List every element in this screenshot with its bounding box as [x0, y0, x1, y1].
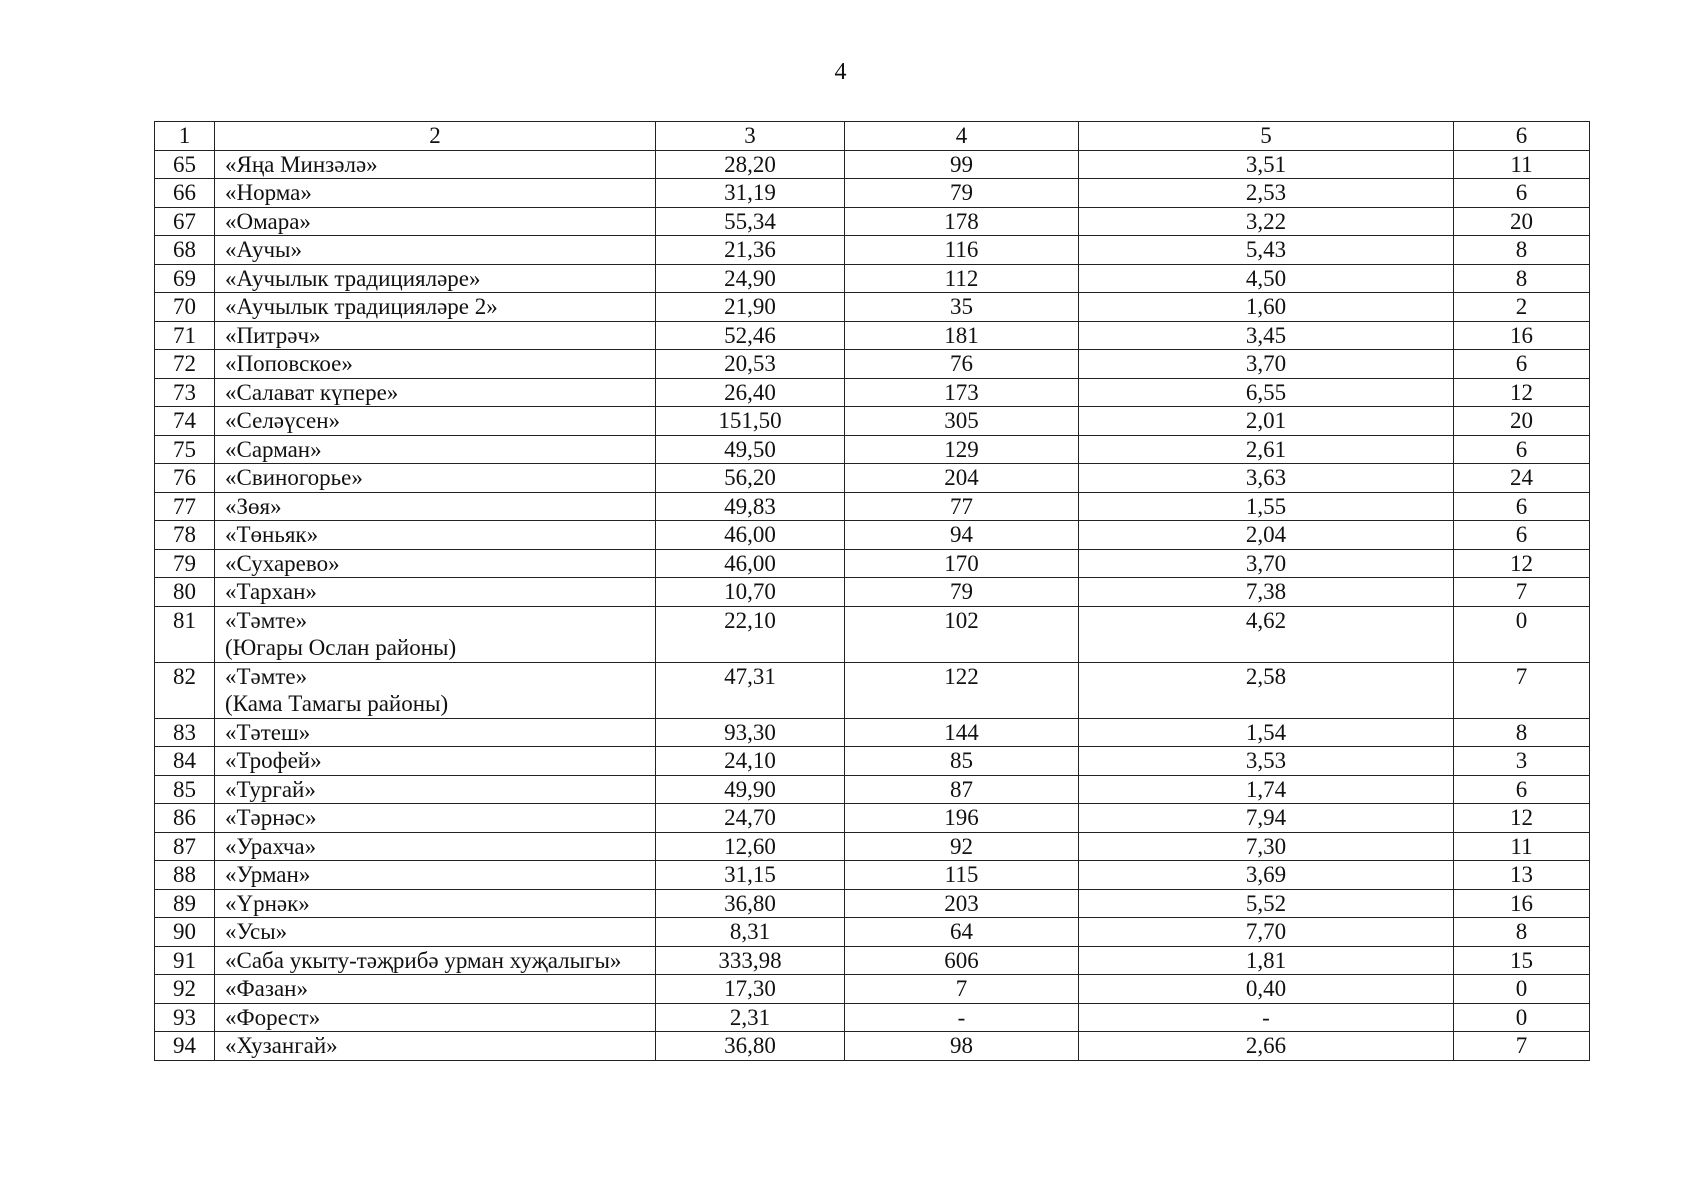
table-row [155, 918, 1590, 947]
name-cell [215, 492, 656, 521]
column-6-cell: 8 [1454, 918, 1590, 947]
column-6-cell: 6 [1454, 521, 1590, 550]
name-cell [215, 150, 656, 179]
name-cell [215, 861, 656, 890]
table-row [155, 150, 1590, 179]
column-6-cell: 0 [1454, 1003, 1590, 1032]
name-cell [215, 578, 656, 607]
table-row [155, 521, 1590, 550]
row-number-cell: 87 [155, 832, 215, 861]
table-row [155, 549, 1590, 578]
row-number-cell: 88 [155, 861, 215, 890]
column-4-cell: 203 [845, 889, 1079, 918]
column-number-cell: 6 [1454, 122, 1590, 151]
column-3-cell: 46,00 [656, 549, 845, 578]
column-3-cell: 22,10 [656, 606, 845, 662]
column-4-cell: 204 [845, 464, 1079, 493]
row-number-cell: 91 [155, 946, 215, 975]
column-number-cell: 2 [215, 122, 656, 151]
row-number-cell: 67 [155, 207, 215, 236]
ground-name: «Фазан» [225, 976, 308, 1001]
table-row [155, 889, 1590, 918]
column-4-cell: 35 [845, 293, 1079, 322]
column-4-cell: 79 [845, 578, 1079, 607]
column-6-cell: 7 [1454, 662, 1590, 718]
column-3-cell: 12,60 [656, 832, 845, 861]
column-6-cell: 8 [1454, 718, 1590, 747]
column-5-cell: 1,81 [1079, 946, 1454, 975]
column-6-cell: 7 [1454, 578, 1590, 607]
row-number-cell: 90 [155, 918, 215, 947]
ground-name: «Омара» [225, 208, 311, 234]
column-5-cell: 3,53 [1079, 747, 1454, 776]
name-cell [215, 435, 656, 464]
column-6-cell: 24 [1454, 464, 1590, 493]
row-number-cell: 72 [155, 350, 215, 379]
name-cell [215, 662, 656, 718]
column-number-cell: 3 [656, 122, 845, 151]
hunting-grounds-table [154, 121, 1590, 1061]
name-cell [215, 264, 656, 293]
column-6-cell: 6 [1454, 350, 1590, 379]
name-cell [215, 207, 656, 236]
column-6-cell: 8 [1454, 236, 1590, 265]
column-6-cell: 12 [1454, 804, 1590, 833]
column-4-cell: 178 [845, 207, 1079, 236]
name-cell [215, 975, 656, 1004]
column-3-cell: 2,31 [656, 1003, 845, 1032]
column-4-cell: 77 [845, 492, 1079, 521]
row-number-cell: 82 [155, 662, 215, 718]
row-number-cell: 68 [155, 236, 215, 265]
column-6-cell: 20 [1454, 407, 1590, 436]
column-4-cell: 79 [845, 179, 1079, 208]
row-number-cell: 80 [155, 578, 215, 607]
column-5-cell: 3,69 [1079, 861, 1454, 890]
column-5-cell: 5,52 [1079, 889, 1454, 918]
column-3-cell: 24,90 [656, 264, 845, 293]
ground-name: «Саба укыту-тәҗрибә урман хуҗалыгы» [225, 947, 622, 973]
column-3-cell: 21,36 [656, 236, 845, 265]
ground-name: «Селәүсен» [225, 408, 341, 433]
table-row [155, 606, 1590, 662]
column-4-cell: 173 [845, 378, 1079, 407]
row-number-cell: 85 [155, 775, 215, 804]
table-row [155, 264, 1590, 293]
column-3-cell: 36,80 [656, 889, 845, 918]
ground-name: «Тәмте» [225, 663, 308, 689]
ground-name: «Тәтеш» [225, 719, 311, 745]
column-3-cell: 49,83 [656, 492, 845, 521]
ground-name: «Норма» [225, 180, 312, 205]
ground-name: «Сухарево» [225, 550, 340, 576]
row-number-cell: 69 [155, 264, 215, 293]
table-row [155, 832, 1590, 861]
column-5-cell: 3,70 [1079, 549, 1454, 578]
name-cell [215, 918, 656, 947]
table-row [155, 861, 1590, 890]
column-4-cell: 170 [845, 549, 1079, 578]
column-5-cell: 2,04 [1079, 521, 1454, 550]
column-4-cell: 305 [845, 407, 1079, 436]
name-cell [215, 179, 656, 208]
ground-name: «Сарман» [225, 436, 322, 462]
column-6-cell: 6 [1454, 775, 1590, 804]
table-row [155, 321, 1590, 350]
row-number-cell: 84 [155, 747, 215, 776]
column-4-cell: 76 [845, 350, 1079, 379]
ground-name: «Форест» [225, 1004, 321, 1030]
column-3-cell: 24,70 [656, 804, 845, 833]
column-3-cell: 21,90 [656, 293, 845, 322]
table-row [155, 207, 1590, 236]
table-row [155, 1003, 1590, 1032]
column-5-cell: 7,30 [1079, 832, 1454, 861]
name-cell [215, 747, 656, 776]
ground-name: «Тәрнәс» [225, 805, 317, 830]
row-number-cell: 78 [155, 521, 215, 550]
name-cell [215, 321, 656, 350]
table-row [155, 804, 1590, 833]
name-cell [215, 350, 656, 379]
table-row [155, 407, 1590, 436]
row-number-cell: 65 [155, 150, 215, 179]
column-4-cell: - [845, 1003, 1079, 1032]
name-cell [215, 804, 656, 833]
ground-name: «Поповское» [225, 351, 353, 376]
name-cell [215, 606, 656, 662]
row-number-cell: 93 [155, 1003, 215, 1032]
column-4-cell: 98 [845, 1032, 1079, 1061]
column-6-cell: 11 [1454, 150, 1590, 179]
column-5-cell: 1,74 [1079, 775, 1454, 804]
name-cell [215, 1003, 656, 1032]
column-6-cell: 15 [1454, 946, 1590, 975]
ground-name: «Урман» [225, 862, 311, 887]
ground-name: «Трофей» [225, 748, 322, 773]
ground-name: «Төньяк» [225, 522, 319, 547]
ground-name: «Свиногорье» [225, 465, 363, 490]
column-6-cell: 13 [1454, 861, 1590, 890]
row-number-cell: 89 [155, 889, 215, 918]
column-4-cell: 94 [845, 521, 1079, 550]
column-3-cell: 8,31 [656, 918, 845, 947]
column-3-cell: 31,15 [656, 861, 845, 890]
column-3-cell: 28,20 [656, 150, 845, 179]
name-cell [215, 718, 656, 747]
row-number-cell: 86 [155, 804, 215, 833]
name-cell [215, 889, 656, 918]
row-number-cell: 70 [155, 293, 215, 322]
column-4-cell: 115 [845, 861, 1079, 890]
column-5-cell: 3,70 [1079, 350, 1454, 379]
column-3-cell: 49,90 [656, 775, 845, 804]
ground-name: «Тархан» [225, 579, 317, 604]
ground-name: «Аучылык традицияләре» [225, 265, 481, 291]
column-5-cell: 2,01 [1079, 407, 1454, 436]
column-3-cell: 31,19 [656, 179, 845, 208]
column-6-cell: 8 [1454, 264, 1590, 293]
table-row [155, 1032, 1590, 1061]
column-5-cell: 2,53 [1079, 179, 1454, 208]
column-6-cell: 20 [1454, 207, 1590, 236]
ground-name: «Зөя» [225, 493, 282, 519]
row-number-cell: 75 [155, 435, 215, 464]
column-number-row [155, 122, 1590, 151]
column-5-cell: 1,55 [1079, 492, 1454, 521]
column-5-cell: 2,66 [1079, 1032, 1454, 1061]
column-3-cell: 46,00 [656, 521, 845, 550]
column-6-cell: 12 [1454, 378, 1590, 407]
row-number-cell: 71 [155, 321, 215, 350]
column-5-cell: 2,58 [1079, 662, 1454, 718]
column-4-cell: 64 [845, 918, 1079, 947]
column-3-cell: 93,30 [656, 718, 845, 747]
column-3-cell: 333,98 [656, 946, 845, 975]
column-4-cell: 196 [845, 804, 1079, 833]
row-number-cell: 83 [155, 718, 215, 747]
column-4-cell: 606 [845, 946, 1079, 975]
column-3-cell: 55,34 [656, 207, 845, 236]
column-6-cell: 7 [1454, 1032, 1590, 1061]
column-5-cell: 1,54 [1079, 718, 1454, 747]
ground-name: «Урахча» [225, 833, 317, 859]
name-cell [215, 236, 656, 265]
ground-name: «Хузангай» [225, 1033, 338, 1058]
name-cell [215, 407, 656, 436]
column-3-cell: 52,46 [656, 321, 845, 350]
column-5-cell: 7,38 [1079, 578, 1454, 607]
column-4-cell: 7 [845, 975, 1079, 1004]
column-number-cell: 4 [845, 122, 1079, 151]
column-4-cell: 122 [845, 662, 1079, 718]
column-3-cell: 151,50 [656, 407, 845, 436]
row-number-cell: 74 [155, 407, 215, 436]
table-row [155, 350, 1590, 379]
table-row [155, 378, 1590, 407]
row-number-cell: 66 [155, 179, 215, 208]
table-row [155, 492, 1590, 521]
ground-name: «Тәмте» [225, 607, 308, 633]
column-6-cell: 0 [1454, 975, 1590, 1004]
column-3-cell: 26,40 [656, 378, 845, 407]
column-5-cell: 4,62 [1079, 606, 1454, 662]
column-6-cell: 0 [1454, 606, 1590, 662]
column-4-cell: 116 [845, 236, 1079, 265]
column-5-cell: 3,63 [1079, 464, 1454, 493]
column-5-cell: 6,55 [1079, 378, 1454, 407]
column-3-cell: 36,80 [656, 1032, 845, 1061]
table-row [155, 179, 1590, 208]
column-number-cell: 1 [155, 122, 215, 151]
column-3-cell: 20,53 [656, 350, 845, 379]
column-4-cell: 144 [845, 718, 1079, 747]
column-5-cell: 7,94 [1079, 804, 1454, 833]
table-row [155, 236, 1590, 265]
row-number-cell: 92 [155, 975, 215, 1004]
ground-name: «Үрнәк» [225, 890, 310, 916]
column-5-cell: 1,60 [1079, 293, 1454, 322]
table-row [155, 946, 1590, 975]
column-6-cell: 16 [1454, 889, 1590, 918]
ground-district: (Югары Ослан районы) [225, 635, 457, 660]
name-cell [215, 775, 656, 804]
row-number-cell: 76 [155, 464, 215, 493]
name-cell [215, 464, 656, 493]
column-5-cell: 3,22 [1079, 207, 1454, 236]
table-body [155, 122, 1590, 1061]
table-row [155, 435, 1590, 464]
column-5-cell: 3,45 [1079, 321, 1454, 350]
column-4-cell: 181 [845, 321, 1079, 350]
name-cell [215, 293, 656, 322]
ground-name: «Питрәч» [225, 322, 321, 348]
column-4-cell: 85 [845, 747, 1079, 776]
table-row [155, 464, 1590, 493]
table-row [155, 578, 1590, 607]
column-6-cell: 12 [1454, 549, 1590, 578]
column-3-cell: 24,10 [656, 747, 845, 776]
table-row [155, 662, 1590, 718]
column-4-cell: 87 [845, 775, 1079, 804]
table-row [155, 975, 1590, 1004]
column-number-cell: 5 [1079, 122, 1454, 151]
name-cell [215, 521, 656, 550]
column-4-cell: 112 [845, 264, 1079, 293]
row-number-cell: 73 [155, 378, 215, 407]
name-cell [215, 549, 656, 578]
column-6-cell: 6 [1454, 435, 1590, 464]
column-6-cell: 16 [1454, 321, 1590, 350]
row-number-cell: 81 [155, 606, 215, 662]
ground-district: (Кама Тамагы районы) [225, 691, 449, 716]
ground-name: «Салават күпере» [225, 379, 399, 405]
column-5-cell: 3,51 [1079, 150, 1454, 179]
column-3-cell: 47,31 [656, 662, 845, 718]
table-row [155, 718, 1590, 747]
table-row [155, 293, 1590, 322]
table-row [155, 747, 1590, 776]
name-cell [215, 946, 656, 975]
name-cell [215, 832, 656, 861]
ground-name: «Аучылык традицияләре 2» [225, 294, 498, 319]
column-5-cell: 4,50 [1079, 264, 1454, 293]
row-number-cell: 94 [155, 1032, 215, 1061]
column-5-cell: 5,43 [1079, 236, 1454, 265]
column-6-cell: 3 [1454, 747, 1590, 776]
ground-name: «Тургай» [225, 776, 316, 802]
column-4-cell: 129 [845, 435, 1079, 464]
page-number: 4 [834, 59, 847, 85]
row-number-cell: 79 [155, 549, 215, 578]
column-5-cell: 7,70 [1079, 918, 1454, 947]
column-4-cell: 102 [845, 606, 1079, 662]
column-6-cell: 11 [1454, 832, 1590, 861]
column-5-cell: 2,61 [1079, 435, 1454, 464]
column-3-cell: 56,20 [656, 464, 845, 493]
column-4-cell: 92 [845, 832, 1079, 861]
column-5-cell: 0,40 [1079, 975, 1454, 1004]
ground-name: «Аучы» [225, 237, 302, 262]
ground-name: «Яңа Минзәлә» [225, 151, 378, 177]
column-4-cell: 99 [845, 150, 1079, 179]
column-5-cell: - [1079, 1003, 1454, 1032]
row-number-cell: 77 [155, 492, 215, 521]
name-cell [215, 378, 656, 407]
column-3-cell: 17,30 [656, 975, 845, 1004]
column-3-cell: 10,70 [656, 578, 845, 607]
column-6-cell: 2 [1454, 293, 1590, 322]
column-6-cell: 6 [1454, 492, 1590, 521]
column-3-cell: 49,50 [656, 435, 845, 464]
name-cell [215, 1032, 656, 1061]
table-row [155, 775, 1590, 804]
column-6-cell: 6 [1454, 179, 1590, 208]
ground-name: «Усы» [225, 919, 288, 944]
